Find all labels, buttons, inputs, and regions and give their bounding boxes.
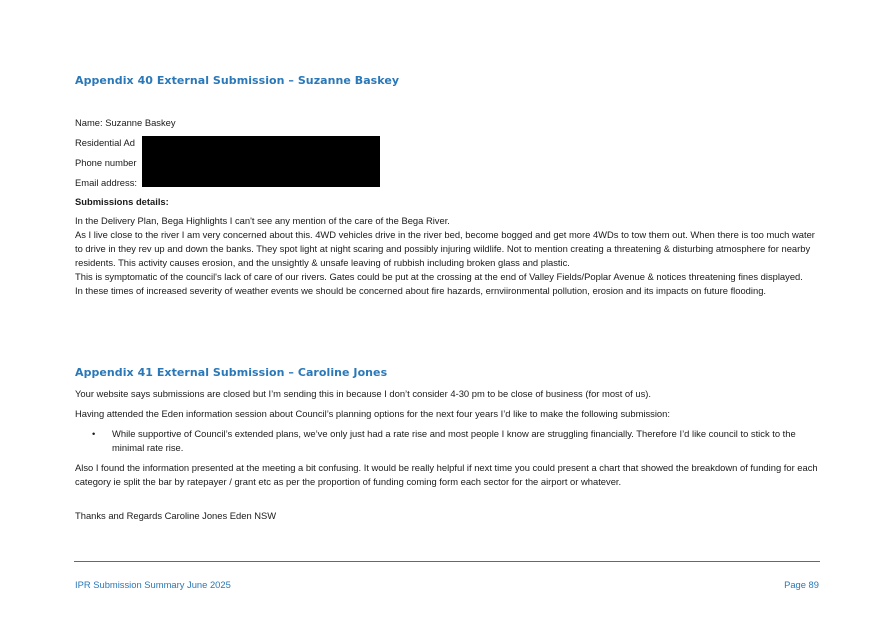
page-number: Page 89 (784, 579, 819, 590)
bullet-icon: • (92, 428, 96, 439)
redaction-block (142, 136, 380, 187)
footer-title: IPR Submission Summary June 2025 (75, 579, 231, 590)
bullet-text: While supportive of Council’s extended plans, we’ve only just had a rate rise and most people I know are struggling financially. Therefore I’d like council to stick to the minimal rate rise. (112, 428, 796, 453)
footer-divider (74, 561, 820, 562)
paragraph: In these times of increased severity of weather events we should be concerned about fire hazards, ernviironmental pollution, erosion and its impacts on future flooding. (75, 285, 767, 296)
paragraph: This is symptomatic of the council's lack of care of our rivers. Gates could be put at the crossing at the end of Valley Fields/Poplar Avenue & notices threatening fines displayed. (75, 271, 803, 282)
appendix-40-body (75, 214, 823, 298)
phone-number-label: Phone number (75, 157, 137, 168)
appendix-41-heading: Appendix 41 External Submission – Caroline Jones (75, 366, 388, 379)
residential-address-label: Residential Ad (75, 137, 135, 148)
appendix-40-heading: Appendix 40 External Submission – Suzanne Baskey (75, 74, 400, 87)
paragraph: As I live close to the river I am very concerned about this. 4WD vehicles drive in the river bed, become bogged and get more 4WDs to tow them out. When there is too much water to drive in they rev up and down the banks. They spot light at night scaring and possibly injuring wildlife. Not to mention creating a threatening & disturbing atmosphere for nearby residents. This activity causes erosion, and the unsightly & unsafe leaving of rubbish including broken glass and plastic. (75, 229, 815, 268)
appendix-41-paragraph-3: Also I found the information presented at the meeting a bit confusing. It would be really helpful if next time you could present a chart that showed the breakdown of funding for each category ie split the bar by ratepayer / grant etc as per the proportion of funding coming form each sector for the airport or whatever. (75, 462, 818, 487)
appendix-41-signoff: Thanks and Regards Caroline Jones Eden NSW (75, 510, 277, 521)
email-address-label: Email address: (75, 177, 138, 188)
appendix-41-paragraph-2: Having attended the Eden information session about Council’s planning options for the next four years I’d like to make the following submission: (75, 408, 670, 419)
appendix-41-paragraph-1: Your website says submissions are closed but I’m sending this in because I don’t consider 4-30 pm to be close of business (for most of us). (75, 388, 651, 399)
submission-details-heading: Submissions details: (75, 196, 169, 207)
paragraph: In the Delivery Plan, Bega Highlights I can't see any mention of the care of the Bega River. (75, 215, 450, 226)
submitter-name: Name: Suzanne Baskey (75, 117, 176, 128)
